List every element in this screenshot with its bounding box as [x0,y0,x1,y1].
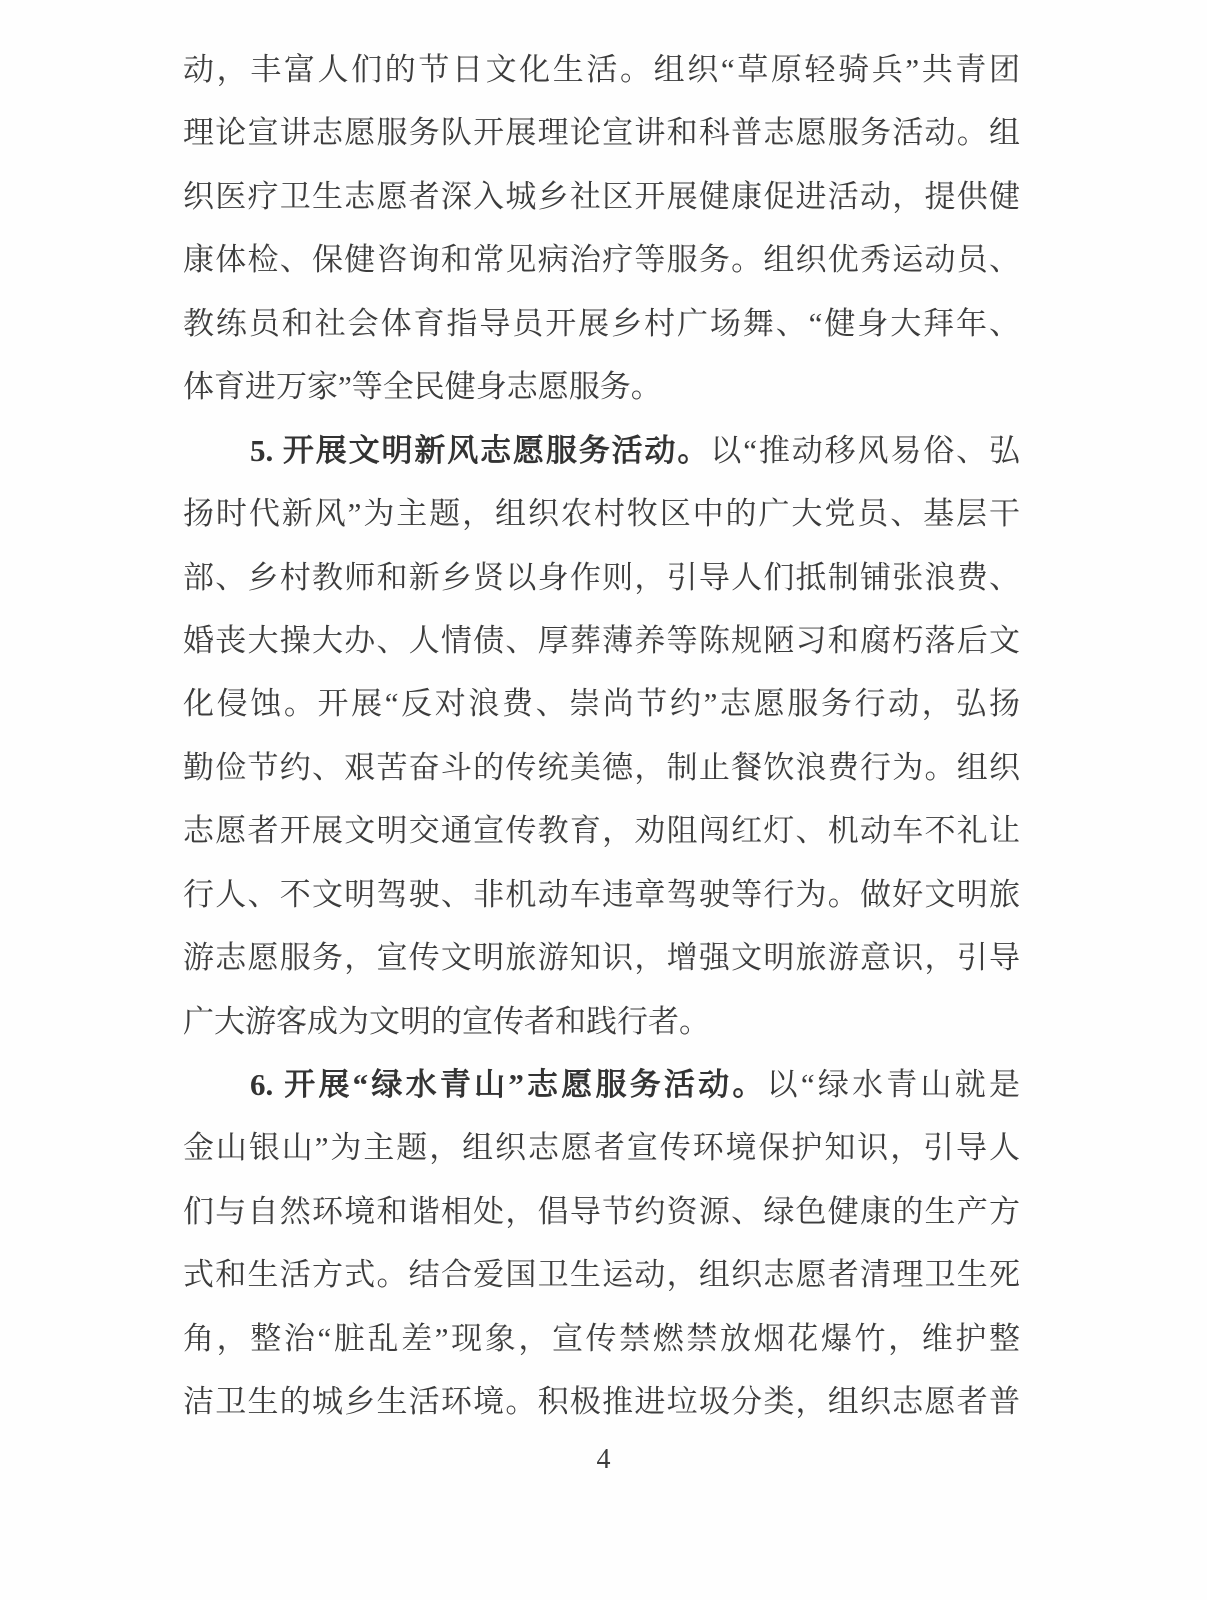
text-segment: 动，丰富人们的节日文化生活。组织“草原轻骑兵”共青团 [183,52,1020,87]
text-line [183,1370,1020,1433]
text-line [183,228,1020,291]
text-line [183,1180,1020,1243]
text-segment: 体育进万家”等全民健身志愿服务。 [183,369,662,405]
text-line [183,863,1020,926]
text-line [183,355,1020,418]
text-segment: 游志愿服务，宣传文明旅游知识，增强文明旅游意识，引导 [183,940,1020,976]
text-segment: 康体检、保健咨询和常见病治疗等服务。组织优秀运动员、 [183,242,1020,278]
text-line [183,165,1020,228]
text-line [183,990,1020,1053]
text-segment: 广大游客成为文明的宣传者和践行者。 [183,1003,710,1039]
text-line [183,799,1020,862]
text-line [183,1243,1020,1306]
text-line [183,926,1020,989]
paragraph-heading: 6. 开展“绿水青山”志愿服务活动。 [250,1067,767,1102]
text-segment: 织医疗卫生志愿者深入城乡社区开展健康促进活动，提供健 [183,178,1020,214]
text-segment: 以“推动移风易俗、弘 [710,432,1021,468]
text-segment: 式和生活方式。结合爱国卫生运动，组织志愿者清理卫生死 [183,1257,1020,1293]
text-segment: 教练员和社会体育指导员开展乡村广场舞、“健身大拜年、 [183,305,1020,341]
text-segment: 以“绿水青山就是 [766,1067,1020,1102]
text-segment: 勤俭节约、艰苦奋斗的传统美德，制止餐饮浪费行为。组织 [183,749,1020,785]
text-segment: 洁卫生的城乡生活环境。积极推进垃圾分类，组织志愿者普 [183,1384,1020,1420]
text-line [183,1307,1020,1370]
text-line [183,482,1020,545]
text-line [183,546,1020,609]
text-segment: 扬时代新风”为主题，组织农村牧区中的广大党员、基层干 [183,496,1020,532]
text-line [183,38,1020,101]
text-line [183,292,1020,355]
text-segment: 部、乡村教师和新乡贤以身作则，引导人们抵制铺张浪费、 [183,559,1020,595]
text-segment: 金山银山”为主题，组织志愿者宣传环境保护知识，引导人 [183,1130,1020,1166]
text-segment: 化侵蚀。开展“反对浪费、崇尚节约”志愿服务行动，弘扬 [183,686,1020,722]
text-line [183,419,1020,482]
text-segment: 婚丧大操大办、人情债、厚葬薄养等陈规陋习和腐朽落后文 [183,622,1020,658]
text-line [183,736,1020,799]
paragraph-heading: 5. 开展文明新风志愿服务活动。 [250,432,711,468]
text-segment: 行人、不文明驾驶、非机动车违章驾驶等行为。做好文明旅 [183,876,1020,912]
text-segment: 角，整治“脏乱差”现象，宣传禁燃禁放烟花爆竹，维护整 [183,1320,1020,1356]
text-line [183,672,1020,735]
text-line [183,609,1020,672]
text-segment: 志愿者开展文明交通宣传教育，劝阻闯红灯、机动车不礼让 [183,813,1020,849]
text-line [183,1053,1020,1116]
text-segment: 们与自然环境和谐相处，倡导节约资源、绿色健康的生产方 [183,1193,1020,1229]
text-line [183,101,1020,164]
document-body [183,38,1020,1434]
text-line [183,1116,1020,1179]
page-number: 4 [596,1444,611,1475]
text-segment: 理论宣讲志愿服务队开展理论宣讲和科普志愿服务活动。组 [183,115,1020,151]
